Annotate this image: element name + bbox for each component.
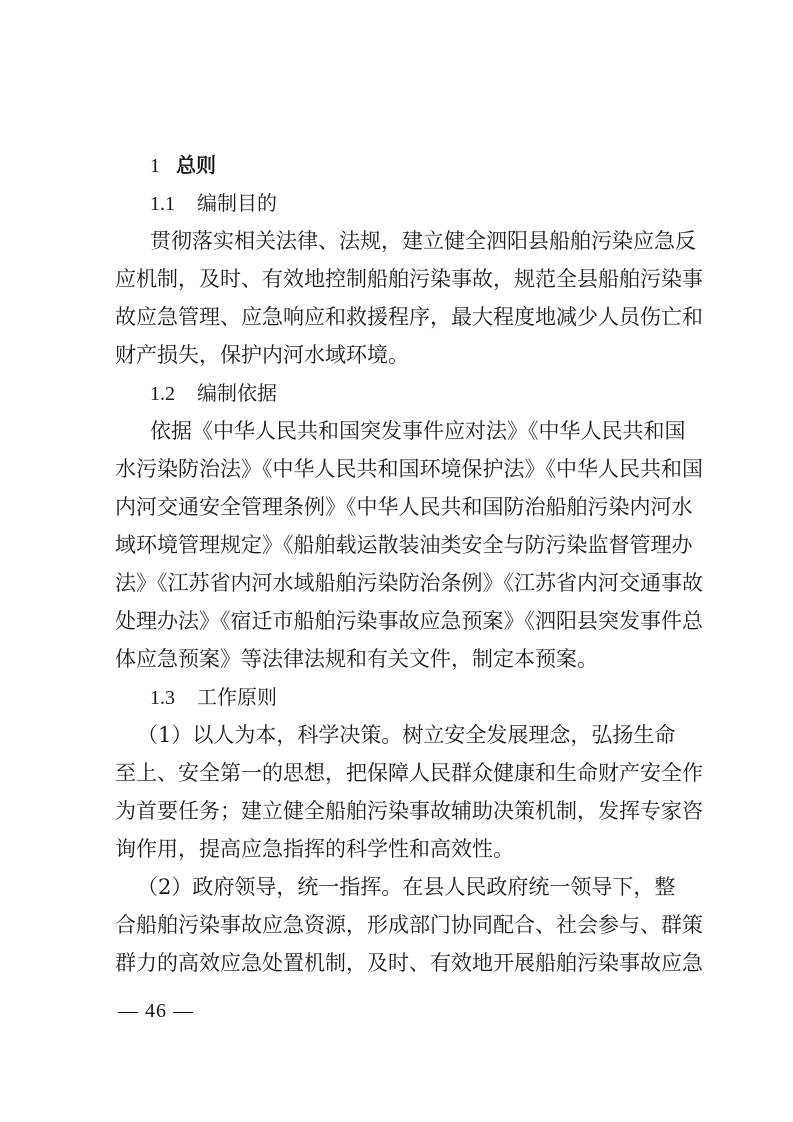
subsection-title: 编制依据 <box>197 381 277 405</box>
paragraph-line: 贯彻落实相关法律、法规，建立健全泗阳县船舶污染应急反 <box>150 229 696 253</box>
page-number: — 46 — <box>118 1000 194 1022</box>
section-number: 1 <box>150 155 160 177</box>
paragraph-line: 故应急管理、应急响应和救援程序，最大程度地减少人员伤亡和 <box>115 305 703 329</box>
subsection-number: 1.1 <box>150 193 175 215</box>
paragraph-line: 域环境管理规定》《船舶载运散装油类安全与防污染监督管理办 <box>115 533 693 557</box>
subsection-title: 工作原则 <box>197 685 277 709</box>
paragraph-line: 法》《江苏省内河水域船舶污染防治条例》《江苏省内河交通事故 <box>115 571 703 595</box>
paragraph-line: 为首要任务；建立健全船舶污染事故辅助决策机制，发挥专家咨 <box>115 799 703 823</box>
section-heading-1 <box>115 146 685 184</box>
paragraph-line: 水污染防治法》《中华人民共和国环境保护法》《中华人民共和国 <box>115 457 703 481</box>
paragraph-line: 体应急预案》等法律法规和有关文件，制定本预案。 <box>115 647 598 671</box>
subsection-heading-1-1 <box>115 184 685 222</box>
section-title: 总则 <box>176 153 216 177</box>
paragraph-line: （1）以人为本，科学决策。树立安全发展理念，弘扬生命 <box>137 723 676 747</box>
paragraph-line: 询作用，提高应急指挥的科学性和高效性。 <box>115 837 514 861</box>
subsection-title: 编制目的 <box>197 191 277 215</box>
subsection-heading-1-2 <box>115 374 685 412</box>
paragraph-line: 合船舶污染事故应急资源，形成部门协同配合、社会参与、群策 <box>115 913 703 937</box>
paragraph-line: 财产损失，保护内河水域环境。 <box>115 343 409 367</box>
paragraph-line: 至上、安全第一的思想，把保障人民群众健康和生命财产安全作 <box>115 761 703 785</box>
paragraph-line: 处理办法》《宿迁市船舶污染事故应急预案》《泗阳县突发事件总 <box>115 609 703 633</box>
document-body <box>115 146 703 982</box>
subsection-number: 1.3 <box>150 687 175 709</box>
paragraph-line: 群力的高效应急处置机制，及时、有效地开展船舶污染事故应急 <box>115 951 703 975</box>
paragraph-line: 应机制，及时、有效地控制船舶污染事故，规范全县船舶污染事 <box>115 267 703 291</box>
subsection-number: 1.2 <box>150 383 175 405</box>
paragraph-line: 内河交通安全管理条例》《中华人民共和国防治船舶污染内河水 <box>115 495 693 519</box>
paragraph-line: 依据《中华人民共和国突发事件应对法》《中华人民共和国 <box>150 419 686 443</box>
subsection-heading-1-3 <box>115 678 685 716</box>
paragraph-line: （2）政府领导，统一指挥。在县人民政府统一领导下，整 <box>137 875 676 899</box>
